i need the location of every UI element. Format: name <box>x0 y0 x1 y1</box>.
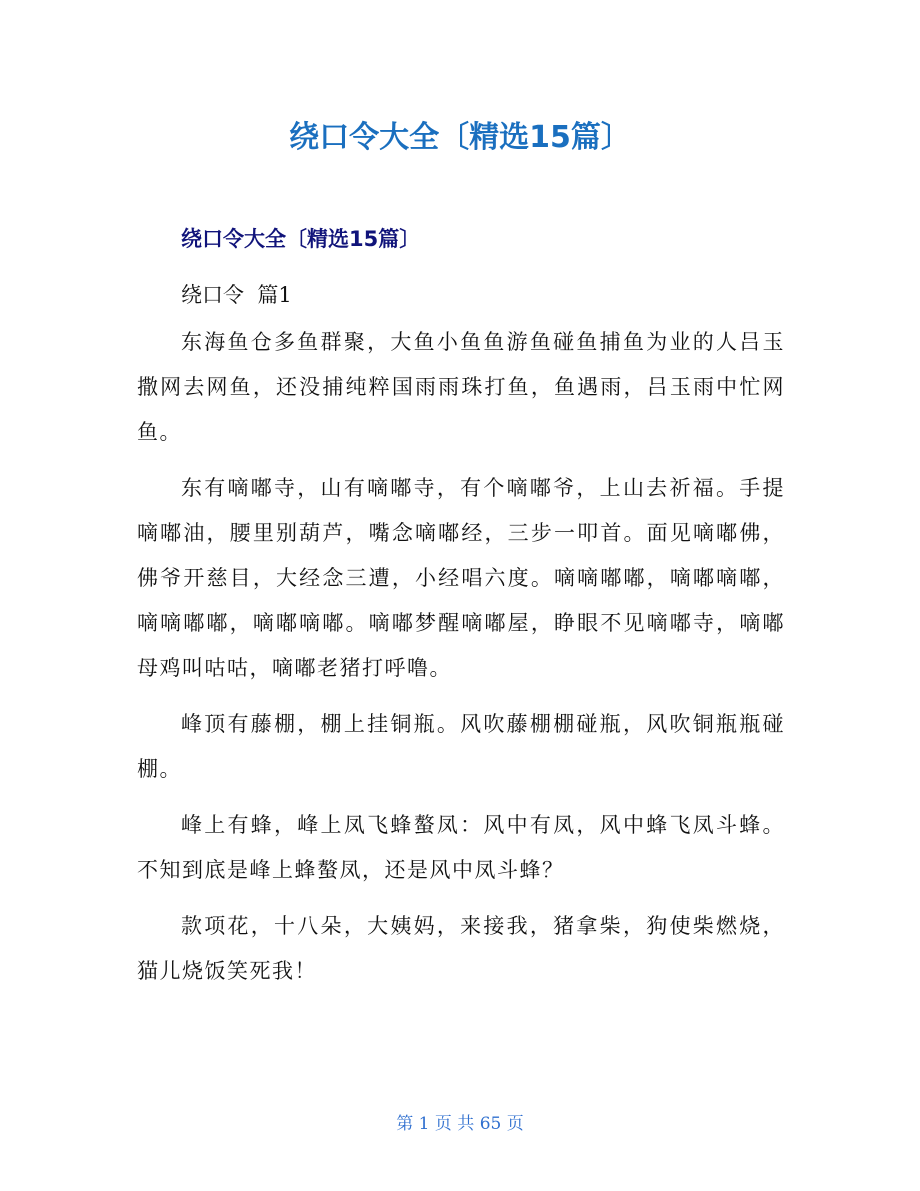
document-title: 绕口令大全〔精选15篇〕 <box>289 120 631 155</box>
paragraph: 东海鱼仓多鱼群聚，大鱼小鱼鱼游鱼碰鱼捕鱼为业的人吕玉撒网去网鱼，还没捕纯粹国雨雨珠打鱼，鱼遇雨，吕玉雨中忙网鱼。 <box>137 330 785 444</box>
page-number-footer: 第 1 页 共 65 页 <box>396 1114 524 1134</box>
document-body <box>137 320 785 1005</box>
paragraph: 峰上有蜂，峰上凤飞蜂螯凤：风中有凤，风中蜂飞凤斗蜂。不知到底是峰上蜂螯凤，还是风中凤斗蜂？ <box>137 813 785 882</box>
section-heading: 绕口令大全〔精选15篇〕 <box>181 227 421 251</box>
paragraph: 峰顶有藤棚，棚上挂铜瓶。风吹藤棚棚碰瓶，风吹铜瓶瓶碰棚。 <box>137 712 785 781</box>
paragraph: 款项花，十八朵，大姨妈，来接我，猪拿柴，狗使柴燃烧，猫儿烧饭笑死我！ <box>137 914 785 983</box>
paragraph: 东有嘀嘟寺，山有嘀嘟寺，有个嘀嘟爷，上山去祈福。手提嘀嘟油，腰里别葫芦，嘴念嘀嘟经，三步一叩首。面见嘀嘟佛，佛爷开慈目，大经念三遭，小经唱六度。嘀嘀嘟嘟，嘀嘟嘀嘟，嘀嘀嘟嘟，嘀嘟嘀嘟。嘀嘟梦醒嘀嘟屋，睁眼不见嘀嘟寺，嘀嘟母鸡叫咕咕，嘀嘟老猪打呼噜。 <box>137 476 785 680</box>
article-label: 绕口令 篇1 <box>181 283 292 307</box>
